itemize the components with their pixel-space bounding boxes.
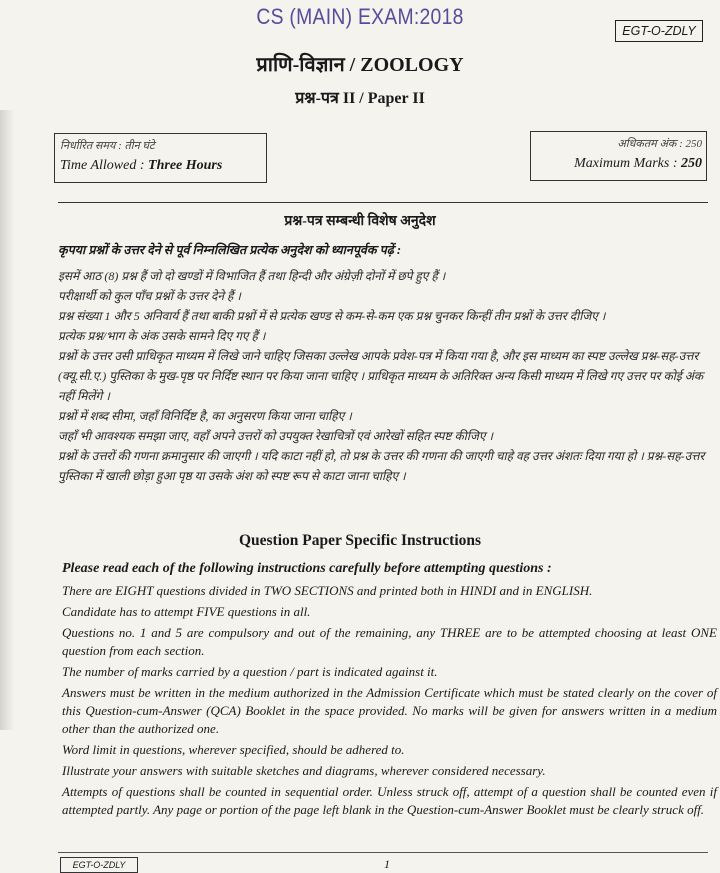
time-allowed-value: Three Hours	[148, 158, 223, 173]
page-number: 1	[384, 857, 390, 871]
hindi-instruction: प्रश्न संख्या 1 और 5 अनिवार्य हैं तथा बाकी प्रश्नों में से प्रत्येक खण्ड से कम-से-कम एक प्रश्न चुनकर किन्हीं तीन प्रश्नों के उत्तर दीजिए ।	[58, 309, 606, 323]
subject-title: प्राणि-विज्ञान / ZOOLOGY	[256, 54, 464, 76]
footer-paper-code: EGT-O-ZDLY	[60, 857, 138, 873]
hindi-instructions-list	[58, 266, 718, 486]
maximum-marks-hindi: अधिकतम अंक : 250	[617, 138, 702, 150]
hindi-instruction: प्रश्नों के उत्तरों की गणना क्रमानुसार की जाएगी । यदि काटा नहीं हो, तो प्रश्न के उत्तर की गणना की जाएगी चाहे वह उत्तर अंशतः दिया गया हो । प्रश्न-सह-उत्तर पुस्तिका में खाली छोड़ा हुआ पृष्ठ या उसके अंश को स्पष्ट रूप से काटा जाना चाहिए ।	[58, 449, 705, 483]
hindi-instructions-heading: प्रश्न-पत्र सम्बन्धी विशेष अनुदेश	[284, 214, 436, 229]
time-allowed-label: Time Allowed :	[60, 158, 145, 173]
exam-title: CS (MAIN) EXAM:2018	[256, 4, 464, 29]
paper-title: प्रश्न-पत्र II / Paper II	[295, 90, 425, 107]
english-instruction: Attempts of questions shall be counted in sequential order. Unless struck off, attempt of a question shall be counted even if attempted partly. Any page or portion of the page left blank in the Question-cum-Answer Booklet must be clearly struck off.	[62, 784, 717, 817]
english-instructions-list	[62, 582, 717, 819]
english-instruction: The number of marks carried by a question / part is indicated against it.	[62, 664, 438, 679]
hindi-instruction: प्रश्नों में शब्द सीमा, जहाँ विनिर्दिष्ट है, का अनुसरण किया जाना चाहिए ।	[58, 409, 352, 423]
english-instruction: Illustrate your answers with suitable sketches and diagrams, wherever considered necessary.	[62, 763, 546, 778]
hindi-instruction: जहाँ भी आवश्यक समझा जाए, वहाँ अपने उत्तरों को उपयुक्त रेखाचित्रों एवं आरेखों सहित स्पष्ट कीजिए ।	[58, 429, 494, 443]
paper-code-box: EGT-O-ZDLY	[615, 20, 703, 42]
hindi-instruction: प्रत्येक प्रश्न/भाग के अंक उसके सामने दिए गए हैं ।	[58, 329, 266, 343]
maximum-marks-value: 250	[681, 156, 702, 171]
english-instruction: Candidate has to attempt FIVE questions in all.	[62, 604, 311, 619]
english-instructions-intro: Please read each of the following instructions carefully before attempting questions :	[62, 561, 552, 576]
english-instructions-heading: Question Paper Specific Instructions	[238, 532, 482, 549]
divider	[58, 202, 708, 203]
english-instruction: Word limit in questions, wherever specified, should be adhered to.	[62, 742, 405, 757]
time-allowed-hindi: निर्धारित समय : तीन घंटे	[60, 140, 155, 152]
maximum-marks-line	[531, 156, 702, 172]
hindi-instruction: परीक्षार्थी को कुल पाँच प्रश्नों के उत्तर देने हैं ।	[58, 289, 241, 303]
hindi-instruction: इसमें आठ (8) प्रश्न हैं जो दो खण्डों में विभाजित हैं तथा हिन्दी और अंग्रेज़ी दोनों में छपे हुए हैं ।	[58, 269, 446, 283]
footer-divider	[58, 852, 708, 853]
english-instruction: Questions no. 1 and 5 are compulsory and out of the remaining, any THREE are to be attempted choosing at least ONE question from each section.	[62, 625, 717, 658]
scan-edge-shadow	[0, 110, 14, 730]
maximum-marks-label: Maximum Marks :	[574, 156, 678, 171]
hindi-instructions-intro: कृपया प्रश्नों के उत्तर देने से पूर्व निम्नलिखित प्रत्येक अनुदेश को ध्यानपूर्वक पढ़ें :	[58, 243, 402, 257]
english-instruction: Answers must be written in the medium authorized in the Admission Certificate which must be stated clearly on the cover of this Question-cum-Answer (QCA) Booklet in the space provided. No marks will be given for answers written in a medium other than the authorized one.	[62, 685, 717, 736]
time-allowed-box	[54, 133, 267, 183]
time-allowed-line	[60, 158, 266, 174]
hindi-instruction: प्रश्नों के उत्तर उसी प्राधिकृत माध्यम में लिखे जाने चाहिए जिसका उल्लेख आपके प्रवेश-पत्र में किया गया है, और इस माध्यम का स्पष्ट उल्लेख प्रश्न-सह-उत्तर (क्यू.सी.ए.) पुस्तिका के मुख-पृष्ठ पर निर्दिष्ट स्थान पर किया जाना चाहिए । प्राधिकृत माध्यम के अतिरिक्त अन्य किसी माध्यम में लिखे गए उत्तर पर कोई अंक नहीं मिलेंगे ।	[58, 349, 704, 403]
maximum-marks-box	[530, 131, 707, 181]
english-instruction: There are EIGHT questions divided in TWO SECTIONS and printed both in HINDI and in ENGLISH.	[62, 583, 593, 598]
